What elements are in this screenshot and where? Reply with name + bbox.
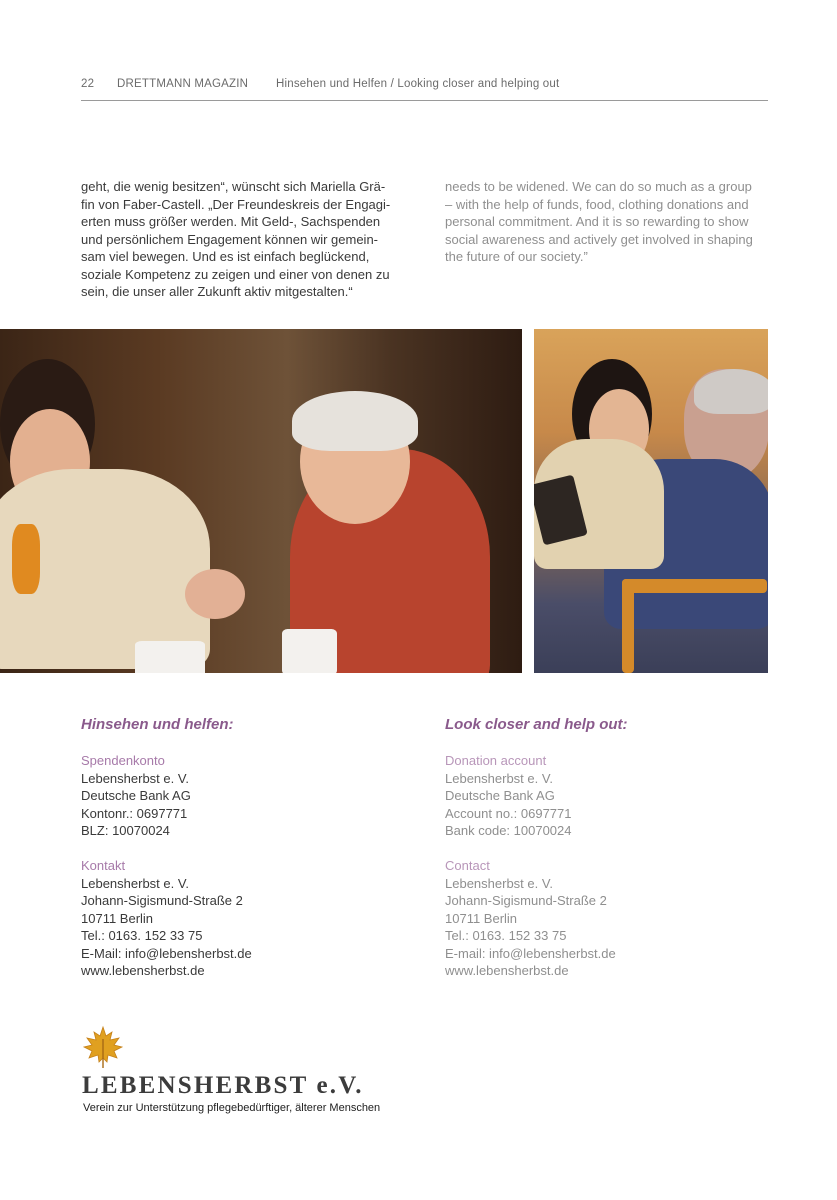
maple-leaf-icon <box>81 1025 125 1069</box>
text-line: geht, die wenig besitzen“, wünscht sich Mariella Grä- <box>81 179 386 194</box>
website-link[interactable]: www.lebensherbst.de <box>445 963 569 978</box>
text-line: needs to be widened. We can do so much as a group <box>445 179 752 194</box>
heading-english: Look closer and help out: <box>445 716 628 733</box>
email-link[interactable]: E-Mail: info@lebensherbst.de <box>81 945 252 961</box>
photo-caregiver-with-elderly-woman <box>0 329 522 673</box>
text-line: und persönlichem Engagement können wir gemein- <box>81 231 379 247</box>
body-text-german <box>81 178 405 301</box>
text-line: the future of our society.” <box>445 249 588 264</box>
contact-info-english <box>445 857 616 980</box>
account-line: Account no.: 0697771 <box>445 805 572 821</box>
contact-line: Lebensherbst e. V. <box>445 875 553 891</box>
text-line: personal commitment. And it is so rewarding to show <box>445 214 749 229</box>
contact-label: Contact <box>445 858 490 873</box>
account-line: Kontonr.: 0697771 <box>81 805 188 821</box>
account-line: Lebensherbst e. V. <box>445 770 553 786</box>
website-link[interactable]: www.lebensherbst.de <box>81 963 205 978</box>
contact-line: 10711 Berlin <box>445 910 518 926</box>
contact-line: Tel.: 0163. 152 33 75 <box>81 928 203 943</box>
account-line: BLZ: 10070024 <box>81 823 170 838</box>
contact-line: Tel.: 0163. 152 33 75 <box>445 928 567 943</box>
logo-name: LEBENSHERBST e.V. <box>82 1072 364 1099</box>
magazine-title: DRETTMANN MAGAZIN <box>117 78 249 90</box>
logo-tagline: Verein zur Unterstützung pflegebedürftiger, älterer Menschen <box>83 1102 381 1114</box>
account-line: Deutsche Bank AG <box>445 788 555 803</box>
contact-line: Johann-Sigismund-Straße 2 <box>81 893 243 908</box>
account-line: Lebensherbst e. V. <box>81 770 189 786</box>
page-number: 22 <box>81 78 95 90</box>
contact-line: Lebensherbst e. V. <box>81 875 189 891</box>
text-line: – with the help of funds, food, clothing donations and <box>445 196 749 212</box>
text-line: sein, die unser aller Zukunft aktiv mitgestalten.“ <box>81 284 353 299</box>
contact-label: Kontakt <box>81 858 126 873</box>
text-line: social awareness and actively get involved in shaping <box>445 231 753 247</box>
section-title: Hinsehen und Helfen / Looking closer and helping out <box>276 78 560 90</box>
text-line: sam viel bewegen. Und es ist einfach beglückend, <box>81 249 370 264</box>
header-divider <box>81 100 768 101</box>
email-link[interactable]: E-mail: info@lebensherbst.de <box>445 945 616 961</box>
account-info-english <box>445 752 572 840</box>
contact-line: 10711 Berlin <box>81 910 154 926</box>
text-line: soziale Kompetenz zu zeigen und einer von denen zu <box>81 266 390 282</box>
account-line: Deutsche Bank AG <box>81 788 191 803</box>
body-text-english <box>445 178 769 266</box>
contact-info-german <box>81 857 252 980</box>
account-label: Spendenkonto <box>81 753 165 768</box>
account-label: Donation account <box>445 753 547 768</box>
text-line: fin von Faber-Castell. „Der Freundeskreis der Engagi- <box>81 196 391 212</box>
account-line: Bank code: 10070024 <box>445 823 572 838</box>
photo-caregiver-showing-picture <box>534 329 768 673</box>
account-info-german <box>81 752 191 840</box>
text-line: erten muss größer werden. Mit Geld-, Sachspenden <box>81 214 381 229</box>
heading-german: Hinsehen und helfen: <box>81 716 234 733</box>
contact-line: Johann-Sigismund-Straße 2 <box>445 893 607 908</box>
